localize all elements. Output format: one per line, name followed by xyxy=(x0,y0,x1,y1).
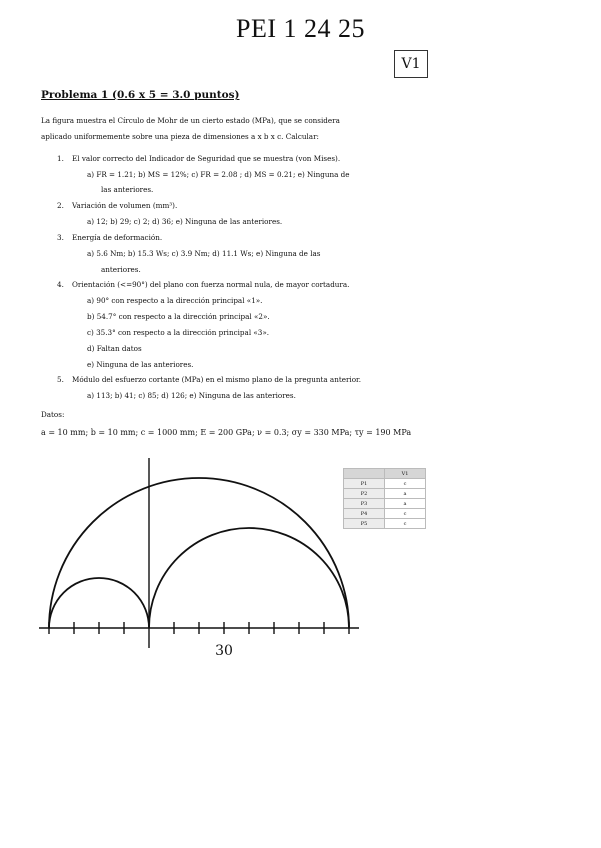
version-box: V1 xyxy=(394,50,428,78)
question-text: El valor correcto del Indicador de Seguridad que se muestra (von Mises). xyxy=(72,154,341,163)
table-cell: a xyxy=(385,489,426,499)
intro-line-1: La figura muestra el Círculo de Mohr de un cierto estado (MPa), que se considera xyxy=(41,116,340,125)
table-cell: a xyxy=(385,499,426,509)
data-values: a = 10 mm; b = 10 mm; c = 1000 mm; E = 200 GPa; ν = 0.3; σy = 330 MPa; τy = 190 MPa xyxy=(41,428,412,437)
table-cell: c xyxy=(385,509,426,519)
table-cell: c xyxy=(385,519,426,529)
table-row-label: P2 xyxy=(344,489,385,499)
problem-heading: Problema 1 (0.6 x 5 = 3.0 puntos) xyxy=(41,89,240,101)
mohr-circle-2-3 xyxy=(49,578,149,628)
table-row-label: P4 xyxy=(344,509,385,519)
answer-option: e) Ninguna de las anteriores. xyxy=(87,360,194,369)
table-row-label: P1 xyxy=(344,479,385,489)
table-cell: c xyxy=(385,479,426,489)
table-row-label: P5 xyxy=(344,519,385,529)
answer-option: b) 54.7° con respecto a la dirección principal «2». xyxy=(87,312,270,321)
answer-option: a) 5.6 Nm; b) 15.3 Ws; c) 3.9 Nm; d) 11.1 Ws; e) Ninguna de las xyxy=(87,249,321,258)
intro-line-2: aplicado uniformemente sobre una pieza de dimensiones a x b x c. Calcular: xyxy=(41,132,319,141)
question-number: 5. xyxy=(57,375,64,384)
question-text: Orientación (<=90°) del plano con fuerza normal nula, de mayor cortadura. xyxy=(72,280,350,289)
mohr-circle-1-3 xyxy=(49,478,349,628)
answer-option: a) 90° con respecto a la dirección principal «1». xyxy=(87,296,263,305)
table-header: V1 xyxy=(385,469,426,479)
mohr-circle-1-2 xyxy=(149,528,349,628)
answer-option: a) FR = 1.21; b) MS = 12%; c) FR = 2.08 ; d) MS = 0.21; e) Ninguna de xyxy=(87,170,350,179)
data-label: Datos: xyxy=(41,410,65,419)
question-number: 3. xyxy=(57,233,64,242)
question-text: Variación de volumen (mm³). xyxy=(72,201,178,210)
answer-option: a) 12; b) 29; c) 2; d) 36; e) Ninguna de las anteriores. xyxy=(87,217,283,226)
question-number: 2. xyxy=(57,201,64,210)
question-text: Energía de deformación. xyxy=(72,233,163,242)
page-title: PEI 1 24 25 xyxy=(236,14,365,43)
tick-label: 30 xyxy=(215,643,233,659)
question-number: 1. xyxy=(57,154,64,163)
answer-option: c) 35.3° con respecto a la dirección principal «3». xyxy=(87,328,270,337)
answer-option: a) 113; b) 41; c) 85; d) 126; e) Ninguna de las anteriores. xyxy=(87,391,296,400)
answer-option: las anteriores. xyxy=(101,185,154,194)
question-text: Módulo del esfuerzo cortante (MPa) en el mismo plano de la pregunta anterior. xyxy=(72,375,361,384)
answer-option: d) Faltan datos xyxy=(87,344,142,353)
answer-option: anteriores. xyxy=(101,265,141,274)
table-row-label: P3 xyxy=(344,499,385,509)
question-number: 4. xyxy=(57,280,64,289)
